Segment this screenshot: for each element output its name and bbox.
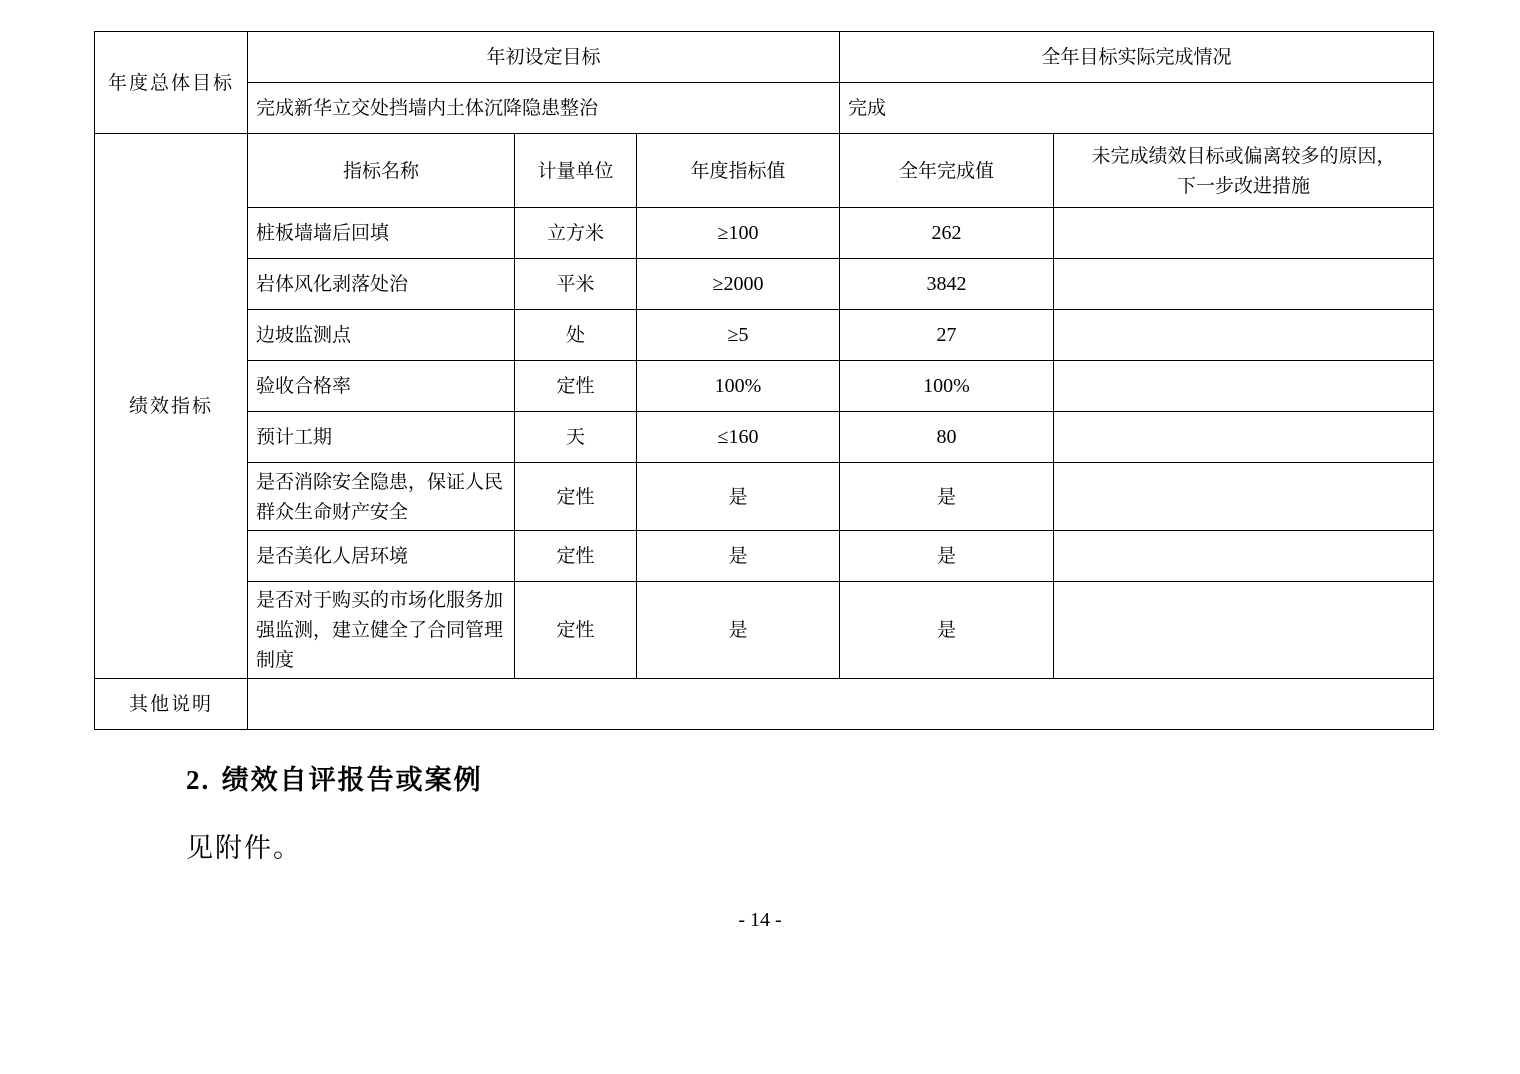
goal-header-row <box>95 32 1434 83</box>
indicator-unit: 天 <box>515 412 637 463</box>
indicator-actual: 100% <box>840 361 1054 412</box>
indicator-target: ≥5 <box>637 310 840 361</box>
col-header-name: 指标名称 <box>248 134 515 208</box>
indicator-name: 边坡监测点 <box>248 310 515 361</box>
indicator-unit: 处 <box>515 310 637 361</box>
indicator-name: 桩板墙墙后回填 <box>248 208 515 259</box>
col-header-actual: 全年完成值 <box>840 134 1054 208</box>
performance-indicator-label: 绩效指标 <box>95 134 248 679</box>
indicator-reason <box>1054 310 1434 361</box>
body-paragraph: 见附件。 <box>186 833 302 864</box>
indicator-unit: 定性 <box>515 463 637 531</box>
table-row <box>95 582 1434 679</box>
indicator-actual: 262 <box>840 208 1054 259</box>
indicator-unit: 平米 <box>515 259 637 310</box>
indicator-actual: 是 <box>840 531 1054 582</box>
indicator-name: 岩体风化剥落处治 <box>248 259 515 310</box>
indicator-unit: 定性 <box>515 361 637 412</box>
indicator-name: 是否消除安全隐患，保证人民群众生命财产安全 <box>248 463 515 531</box>
indicator-reason <box>1054 531 1434 582</box>
col-header-target: 年度指标值 <box>637 134 840 208</box>
indicator-target: 是 <box>637 463 840 531</box>
col-header-reason <box>1054 134 1434 208</box>
initial-goal-text: 完成新华立交处挡墙内土体沉降隐患整治 <box>248 83 840 134</box>
actual-status-header: 全年目标实际完成情况 <box>840 32 1434 83</box>
table-row <box>95 463 1434 531</box>
indicator-target: ≤160 <box>637 412 840 463</box>
indicator-actual: 27 <box>840 310 1054 361</box>
goal-content-row <box>95 83 1434 134</box>
indicator-target: 是 <box>637 582 840 679</box>
indicator-reason <box>1054 361 1434 412</box>
indicator-target: ≥100 <box>637 208 840 259</box>
other-notes-label: 其他说明 <box>95 679 248 730</box>
indicator-actual: 80 <box>840 412 1054 463</box>
other-notes-text <box>248 679 1434 730</box>
indicator-header-row <box>95 134 1434 208</box>
indicator-reason <box>1054 259 1434 310</box>
indicator-reason <box>1054 582 1434 679</box>
indicator-reason <box>1054 412 1434 463</box>
page-number: - 14 - <box>738 909 782 931</box>
section-title: 绩效自评报告或案例 <box>221 765 483 796</box>
indicator-reason <box>1054 463 1434 531</box>
other-notes-row <box>95 679 1434 730</box>
actual-status-text: 完成 <box>840 83 1434 134</box>
indicator-actual: 3842 <box>840 259 1054 310</box>
indicator-actual: 是 <box>840 582 1054 679</box>
indicator-target: ≥2000 <box>637 259 840 310</box>
indicator-unit: 立方米 <box>515 208 637 259</box>
indicator-name: 验收合格率 <box>248 361 515 412</box>
indicator-reason <box>1054 208 1434 259</box>
indicator-unit: 定性 <box>515 582 637 679</box>
initial-goal-header: 年初设定目标 <box>248 32 840 83</box>
indicator-name: 是否对于购买的市场化服务加强监测，建立健全了合同管理制度 <box>248 582 515 679</box>
table-row <box>95 310 1434 361</box>
table-row <box>95 412 1434 463</box>
indicator-name: 预计工期 <box>248 412 515 463</box>
table-row <box>95 208 1434 259</box>
table-row <box>95 531 1434 582</box>
indicator-target: 是 <box>637 531 840 582</box>
table-row <box>95 361 1434 412</box>
table-row <box>95 259 1434 310</box>
annual-goal-label: 年度总体目标 <box>95 32 248 134</box>
indicator-unit: 定性 <box>515 531 637 582</box>
col-header-reason-line1: 未完成绩效目标或偏离较多的原因， <box>1091 144 1396 167</box>
indicator-name: 是否美化人居环境 <box>248 531 515 582</box>
indicator-actual: 是 <box>840 463 1054 531</box>
performance-table <box>94 31 1434 730</box>
section-heading <box>186 758 483 797</box>
indicator-target: 100% <box>637 361 840 412</box>
col-header-reason-line2: 下一步改进措施 <box>1177 174 1311 197</box>
section-number: 2. <box>186 765 211 795</box>
col-header-unit: 计量单位 <box>515 134 637 208</box>
